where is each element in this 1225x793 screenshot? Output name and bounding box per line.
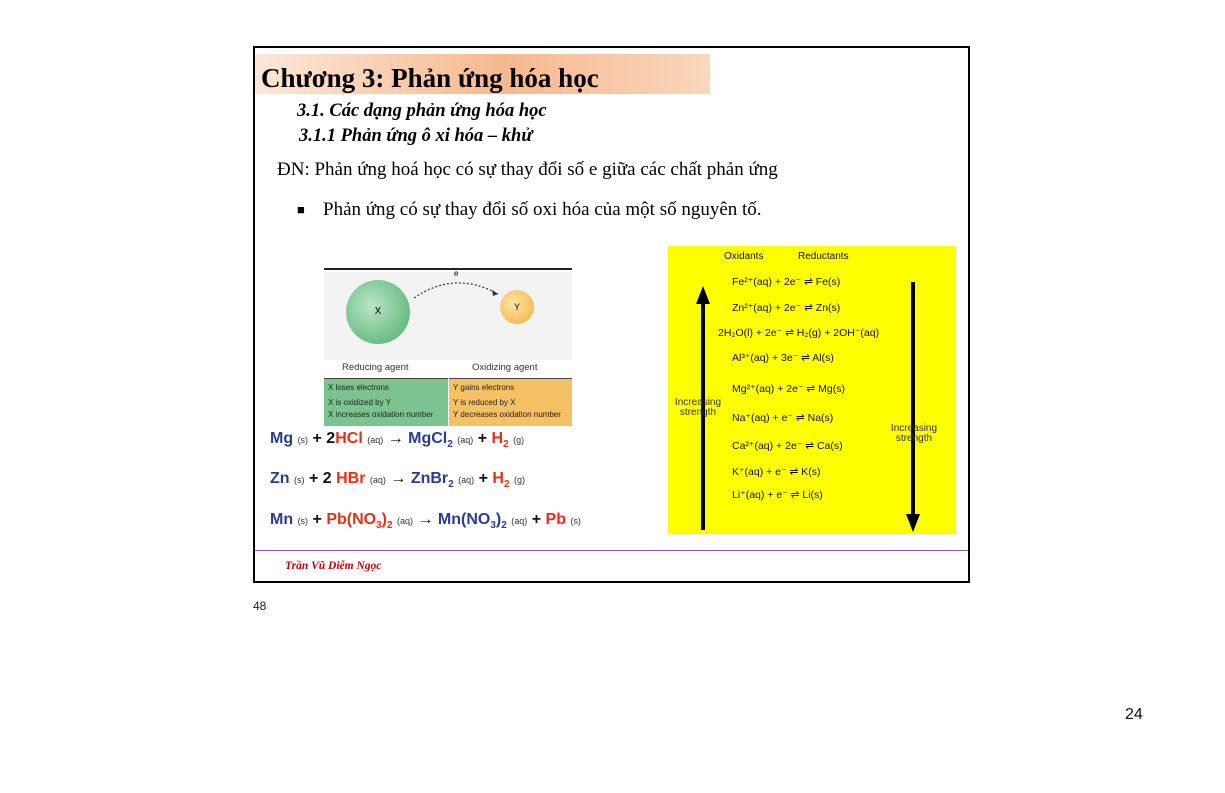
eq2-product1-sub: 2 [448,479,454,491]
title-band [255,54,710,94]
slide-title: Chương 3: Phản ứng hóa học [261,63,599,93]
eq1-product1-sub: 2 [447,439,453,451]
eq3-plus1: + [312,511,322,528]
page-number: 24 [1125,706,1143,723]
eq2-product2-sub: 2 [503,479,510,491]
reaction-row: Al³⁺(aq) + 3e⁻ ⇌ Al(s) [732,352,834,364]
arrow-down-icon [906,282,920,532]
diagram-top-line [324,268,572,270]
reducing-agent-label: Reducing agent [342,362,409,373]
orange-line-3: Y decreases oxidation number [453,410,561,419]
orange-line-1: Y gains electrons [453,383,515,392]
eq1-reactant2: HCl [335,430,363,447]
eq2-state2: (aq) [369,475,386,485]
eq2-product2: H [492,470,504,487]
reaction-row: Mg²⁺(aq) + 2e⁻ ⇌ Mg(s) [732,383,845,395]
electron-label: e [454,269,459,278]
eq1-product2-sub: 2 [503,439,509,451]
equation-mg-hcl [270,430,524,450]
eq3-state2: (aq) [397,516,414,526]
circle-y-label: Y [513,302,520,312]
eq3-product1-sub2: 2 [501,520,507,532]
increasing-strength-right: Increasing strength [890,423,938,444]
bullet-text: Phản ứng có sự thay đổi số oxi hóa của một số nguyên tố. [323,199,762,220]
subheading-reaction-types: 3.1. Các dạng phản ứng hóa học [297,101,547,121]
eq1-product2: H [491,430,504,447]
reductants-header: Reductants [798,251,849,262]
author-name: Trần Vũ Diễm Ngọc [285,560,382,572]
eq3-reactant1: Mn [270,511,294,528]
green-line-1: X loses electrons [328,383,389,392]
reaction-row: 2H₂O(l) + 2e⁻ ⇌ H₂(g) + 2OH⁻(aq) [718,327,880,339]
circle-x-label: X [374,306,382,317]
eq3-plus2: + [531,511,542,528]
oxidizing-agent-box [449,378,572,426]
green-line-3: X increases oxidation number [328,410,434,419]
eq2-reactant1: Zn [270,470,290,487]
eq3-reactant2-sub: 3 [376,520,382,532]
eq2-state4: (g) [514,475,525,485]
eq3-reactant2-sub2: 2 [386,520,393,532]
eq1-product1: MgCl [408,430,448,447]
eq1-plus2: + [477,430,488,447]
eq3-state3: (aq) [511,516,528,526]
eq2-state3: (aq) [458,475,475,485]
eq3-state1: (s) [297,516,309,526]
eq3-product1-sub: 3 [490,520,496,532]
eq2-plus2: + [478,470,488,487]
reaction-row: Fe²⁺(aq) + 2e⁻ ⇌ Fe(s) [732,276,841,288]
eq1-state3: (aq) [457,435,474,445]
eq3-product1-end: ) [495,511,502,528]
eq2-state1: (s) [294,475,305,485]
green-line-2: X is oxidized by Y [328,398,391,407]
reduction-potential-panel [668,246,956,534]
eq1-state1: (s) [297,435,309,445]
increasing-strength-left: Increasing strength [674,397,722,418]
eq2-plus1: + 2 [308,470,332,487]
reducing-agent-box [324,378,448,426]
eq3-reactant2: Pb(NO [326,511,377,528]
eq3-product2: Pb [545,511,566,528]
eq3-product1: Mn(NO [437,511,491,528]
footer-divider [255,550,968,551]
eq1-arrow: → [387,430,404,447]
reaction-row: Ca²⁺(aq) + 2e⁻ ⇌ Ca(s) [732,440,843,452]
eq1-state4: (g) [513,435,525,445]
reaction-row: K⁺(aq) + e⁻ ⇌ K(s) [732,466,821,478]
eq3-state4: (s) [570,516,581,526]
eq2-product1: ZnBr [410,470,449,487]
reaction-row: Na⁺(aq) + e⁻ ⇌ Na(s) [732,412,834,424]
oxidizing-agent-label: Oxidizing agent [472,362,538,373]
orange-line-2: Y is reduced by X [453,398,516,407]
eq2-arrow: → [390,470,407,487]
slide-number: 48 [253,599,267,613]
reaction-row: Zn²⁺(aq) + 2e⁻ ⇌ Zn(s) [732,302,841,314]
eq1-reactant1: Mg [270,430,294,447]
reaction-row: Li⁺(aq) + e⁻ ⇌ Li(s) [732,489,823,501]
eq2-reactant2: HBr [336,470,366,487]
equation-zn-hbr [270,470,525,490]
equation-mn-pbno3 [270,511,581,531]
subheading-redox: 3.1.1 Phản ứng ô xi hóa – khử [299,126,533,146]
eq3-reactant2-end: ) [381,511,387,528]
oxidants-header: Oxidants [724,251,764,262]
eq1-state2: (aq) [367,435,384,445]
bullet-marker: ■ [297,202,305,217]
redox-diagram [324,266,572,419]
reducing-agent-circle [346,280,410,344]
oxidizing-agent-circle [500,290,534,324]
definition-text: ĐN: Phản ứng hoá học có sự thay đổi số e giữa các chất phản ứng [277,159,778,180]
eq3-arrow: → [417,511,434,528]
slide-frame [253,46,970,583]
eq1-plus1: + 2 [312,430,336,447]
